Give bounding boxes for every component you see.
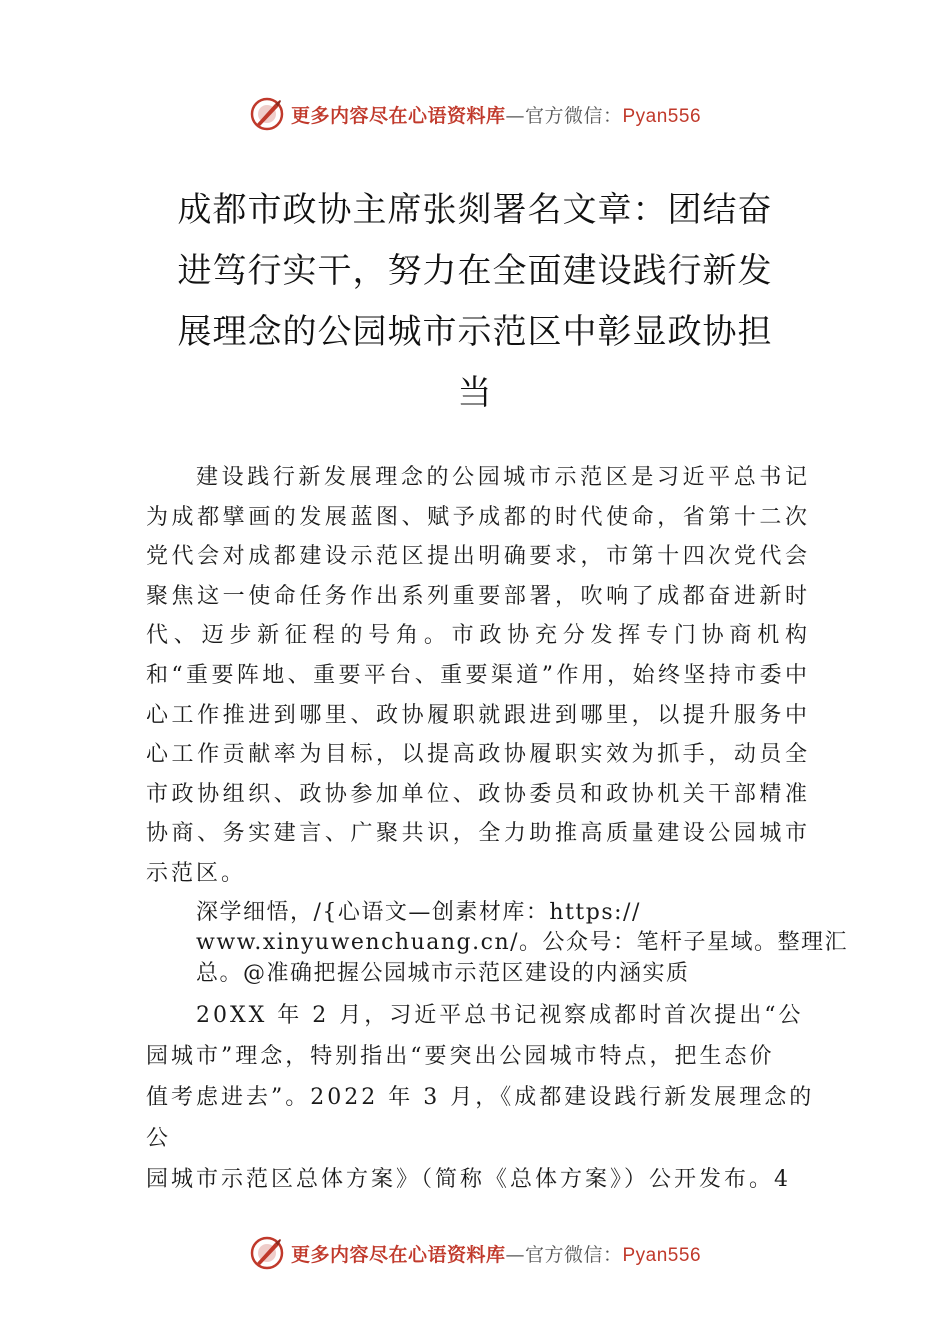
- paragraph-line: 园城市”理念，特别指出“要突出公园城市特点，把生态价: [146, 1044, 775, 1070]
- body-paragraph-2: [146, 995, 815, 1200]
- banner-wechat-id: Pyan556: [622, 1244, 702, 1266]
- body-paragraph-1: 建设践行新发展理念的公园城市示范区是习近平总书记为成都擘画的发展蓝图、赋予成都的时代使命，省第十二次党代会对成都建设示范区提出明确要求，市第十四次党代会聚焦这一使命任务作出系列重要部署，吹响了成都奋进新时代、迈步新征程的号角。市政协充分发挥专门协商机构和“重要阵地、重要平台、重要渠道”作用，始终坚持市委中心工作推进到哪里、政协履职就跟进到哪里，以提升服务中心工作贡献率为目标，以提高政协履职实效为抓手，动员全市政协组织、政协参加单位、政协委员和政协机关干部精准协商、务实建言、广聚共识，全力助推高质量建设公园城市示范区。: [146, 465, 810, 886]
- paragraph-line: 20XX 年 2 月，习近平总书记视察成都时首次提出“公: [196, 1003, 804, 1029]
- paragraph-line: 公: [146, 1126, 172, 1152]
- banner-separator: —: [505, 1243, 525, 1266]
- banner-label: 官方微信：: [524, 1243, 623, 1266]
- footer-banner: [0, 1233, 950, 1273]
- source-line: 深学细悟，/{心语文—创素材库：https://: [196, 899, 641, 925]
- banner-main-text: 更多内容尽在心语资料库: [290, 1243, 506, 1266]
- paragraph-line: 值考虑进去”。2022 年 3 月，《成都建设践行新发展理念的: [146, 1085, 815, 1111]
- quill-seal-logo-icon: [249, 96, 285, 132]
- title-line: 展理念的公园城市示范区中彰显政协担: [177, 312, 773, 352]
- source-line: www.xinyuwenchuang.cn/。公众号：笔杆子星域。整理汇: [196, 930, 849, 956]
- document-title: [170, 180, 780, 424]
- title-line: 当: [457, 373, 493, 413]
- banner-separator: —: [505, 104, 525, 127]
- title-line: 进笃行实干，努力在全面建设践行新发: [177, 251, 773, 291]
- header-banner: [0, 94, 950, 134]
- quill-seal-logo-icon: [249, 1235, 285, 1271]
- source-note: [196, 898, 849, 990]
- paragraph-line: 园城市示范区总体方案》（简称《总体方案》）公开发布。4: [146, 1167, 791, 1193]
- banner-label: 官方微信：: [524, 104, 623, 127]
- document-body: [146, 458, 849, 1200]
- banner-wechat-id: Pyan556: [622, 105, 702, 127]
- source-line: 总。@准确把握公园城市示范区建设的内涵实质: [196, 960, 690, 986]
- banner-main-text: 更多内容尽在心语资料库: [290, 104, 506, 127]
- title-line: 成都市政协主席张剡署名文章：团结奋: [177, 190, 773, 230]
